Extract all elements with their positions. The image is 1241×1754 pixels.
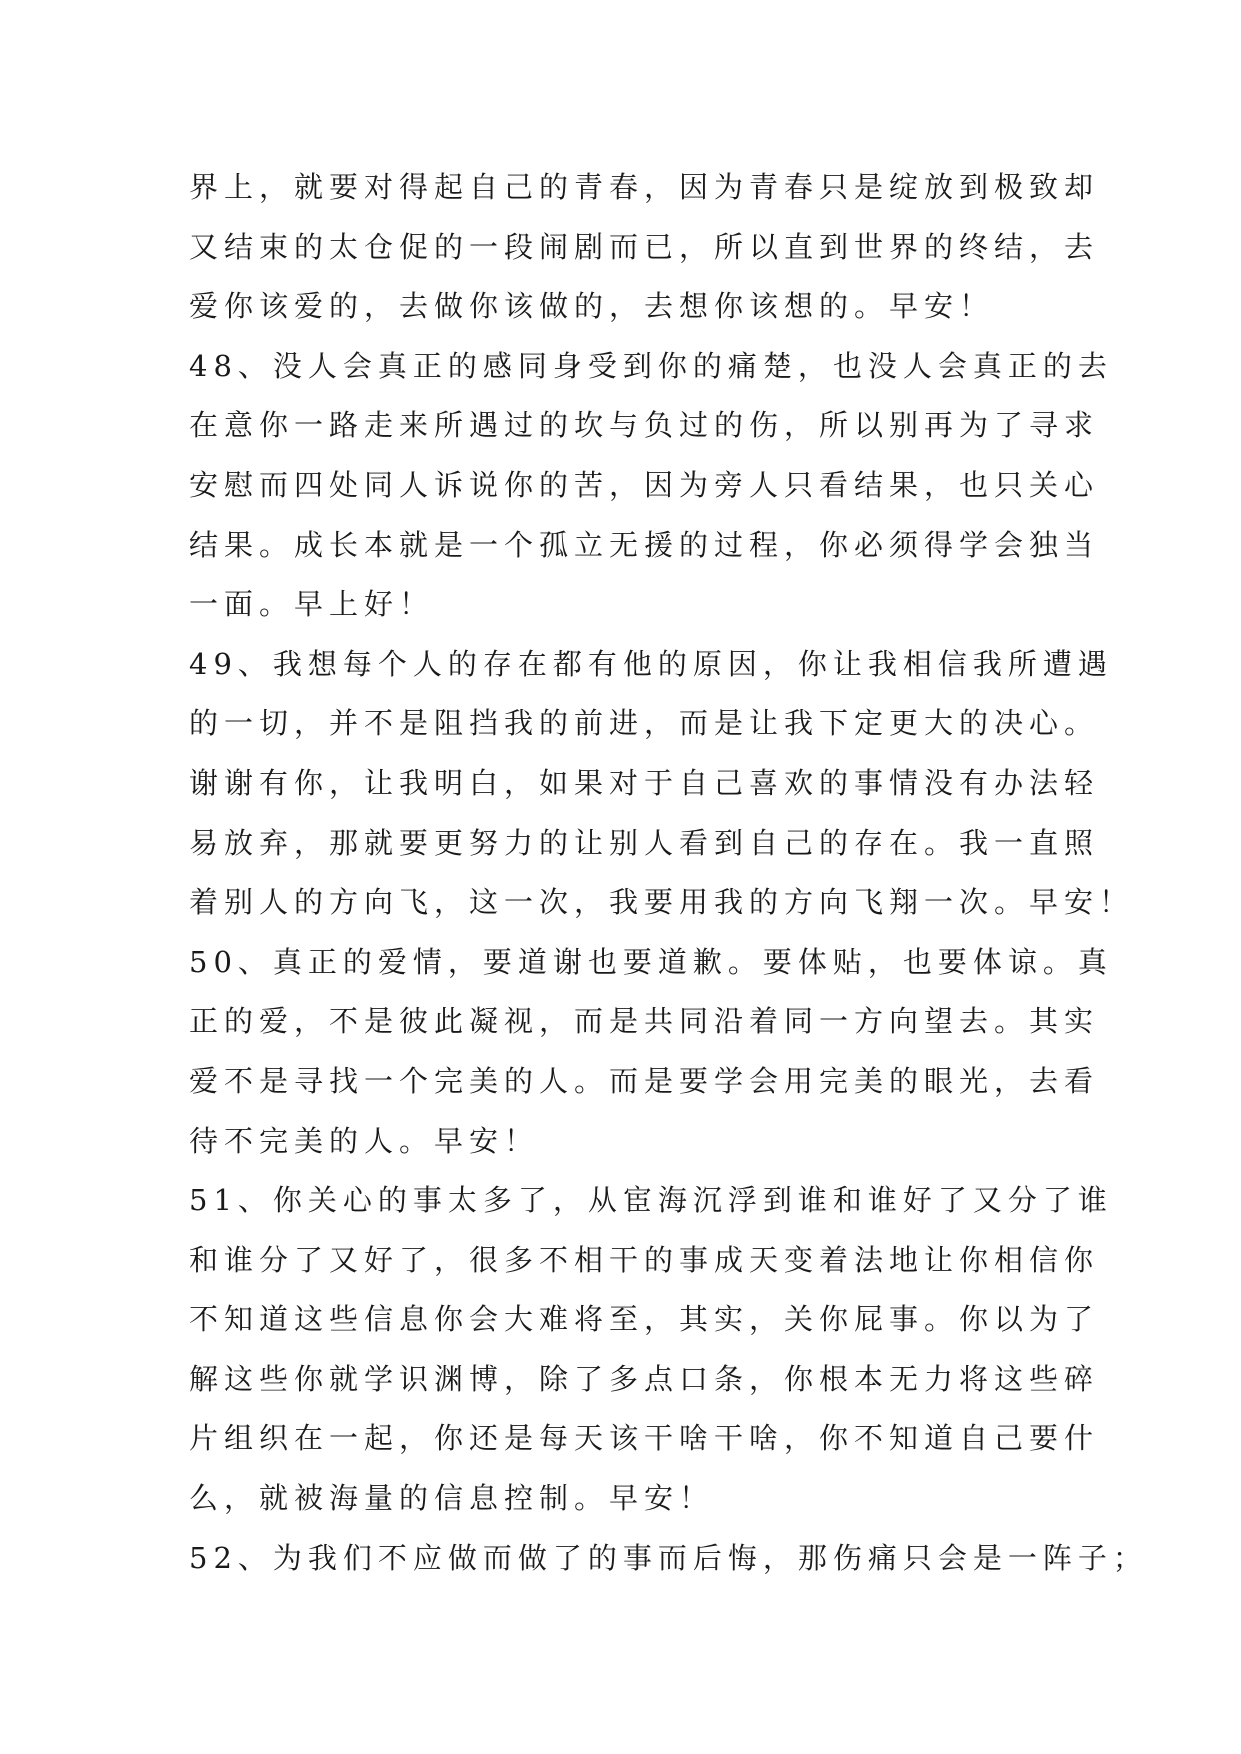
text-line: 爱不是寻找一个完美的人。而是要学会用完美的眼光，去看	[189, 1063, 1100, 1098]
text-line: 52、为我们不应做而做了的事而后悔，那伤痛只会是一阵子；	[189, 1540, 1148, 1575]
text-line: 结果。成长本就是一个孤立无援的过程，你必须得学会独当	[189, 527, 1100, 562]
text-line: 正的爱，不是彼此凝视，而是共同沿着同一方向望去。其实	[189, 1004, 1100, 1039]
text-line: 片组织在一起，你还是每天该干啥干啥，你不知道自己要什	[189, 1421, 1100, 1456]
text-line: 不知道这些信息你会大难将至，其实，关你屁事。你以为了	[189, 1302, 1100, 1337]
text-line: 在意你一路走来所遇过的坎与负过的伤，所以别再为了寻求	[189, 408, 1100, 443]
text-line: 着别人的方向飞，这一次，我要用我的方向飞翔一次。早安！	[189, 885, 1135, 920]
text-line: 49、我想每个人的存在都有他的原因，你让我相信我所遭遇	[189, 646, 1113, 681]
text-line: 51、你关心的事太多了，从宦海沉浮到谁和谁好了又分了谁	[189, 1183, 1113, 1218]
text-line: 50、真正的爱情，要道谢也要道歉。要体贴，也要体谅。真	[189, 944, 1113, 979]
text-line: 安慰而四处同人诉说你的苦，因为旁人只看结果，也只关心	[189, 467, 1100, 502]
text-line: 界上，就要对得起自己的青春，因为青春只是绽放到极致却	[189, 170, 1100, 204]
text-line: 的一切，并不是阻挡我的前进，而是让我下定更大的决心。	[189, 706, 1100, 741]
text-line: 爱你该爱的，去做你该做的，去想你该想的。早安！	[189, 289, 995, 324]
text-line: 一面。早上好！	[189, 587, 435, 622]
text-line: 解这些你就学识渊博，除了多点口条，你根本无力将这些碎	[189, 1361, 1100, 1396]
text-line: 48、没人会真正的感同身受到你的痛楚，也没人会真正的去	[189, 348, 1113, 383]
text-line: 又结束的太仓促的一段闹剧而已，所以直到世界的终结，去	[189, 229, 1100, 264]
text-line: 待不完美的人。早安！	[189, 1123, 540, 1158]
text-line: 易放弃，那就要更努力的让别人看到自己的存在。我一直照	[189, 825, 1100, 860]
text-line: 和谁分了又好了，很多不相干的事成天变着法地让你相信你	[189, 1242, 1100, 1277]
body-text	[189, 158, 1148, 1588]
text-line: 么，就被海量的信息控制。早安！	[189, 1481, 715, 1516]
text-line: 谢谢有你，让我明白，如果对于自己喜欢的事情没有办法轻	[189, 765, 1100, 800]
